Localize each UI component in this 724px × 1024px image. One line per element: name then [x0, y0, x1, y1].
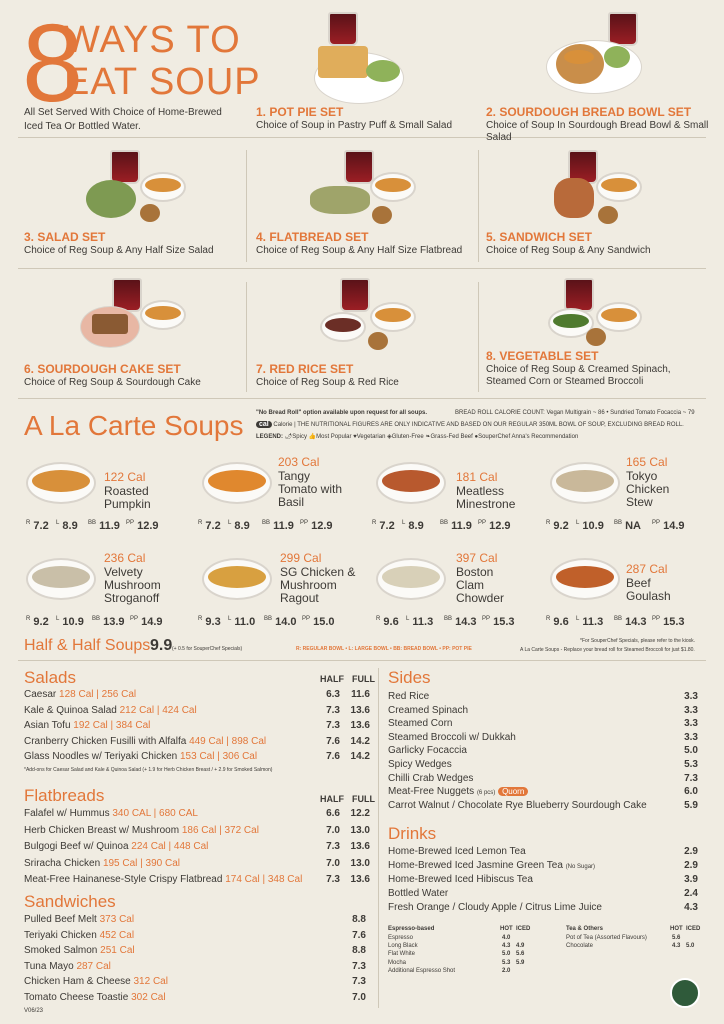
price: 8.8: [352, 914, 366, 925]
price-r: $^R$ 9.2: [26, 616, 49, 628]
item-name: Cranberry Chicken Fusilli with Alfalfa: [24, 735, 187, 747]
price: 7.6: [352, 929, 366, 941]
drinks-title: Drinks: [388, 824, 437, 843]
full-price: 13.0: [350, 857, 370, 869]
item-cal: 174 Cal | 348 Cal: [225, 874, 303, 885]
price-bb: $^{BB}$ 11.9: [440, 520, 472, 532]
price-pp: $^{PP}$ 12.9: [478, 520, 511, 532]
set-6-name: 6. SOURDOUGH CAKE SET: [24, 362, 181, 376]
half-price: 7.6: [326, 735, 340, 747]
set-3-desc: Choice of Reg Soup & Any Half Size Salad: [24, 245, 214, 256]
iced-price: 5.0: [686, 943, 695, 950]
price-pp: $^{PP}$ 12.9: [300, 520, 333, 532]
soup-cal: 203 Cal: [278, 455, 320, 469]
title-line1: WAYS TO: [64, 19, 241, 61]
set-7-desc: Choice of Reg Soup & Red Rice: [256, 377, 399, 388]
item-name: Garlicky Focaccia: [388, 745, 467, 757]
menu-item[interactable]: [388, 800, 647, 813]
hot-price: 4.0: [502, 935, 511, 941]
price-pp: $^{PP}$ 14.9: [130, 616, 163, 628]
menu-item[interactable]: [24, 841, 208, 854]
menu-item[interactable]: [24, 874, 302, 887]
item-name: Spicy Wedges: [388, 759, 452, 770]
price: 5.9: [684, 799, 698, 811]
price-r: $^R$ 7.2: [26, 520, 49, 532]
price: 3.9: [684, 874, 698, 885]
item-cal: 312 Cal: [133, 976, 168, 987]
set-2-name: 2. SOURDOUGH BREAD BOWL SET: [486, 105, 692, 119]
drink-item[interactable]: Additional Espresso Shot: [388, 967, 456, 974]
alacarte-title: A La Carte Soups: [24, 410, 244, 441]
version-label: V06/23: [24, 1008, 44, 1014]
half-price: 7.0: [326, 824, 340, 836]
price: 2.9: [684, 846, 698, 857]
soup-cal: 299 Cal: [280, 551, 322, 565]
item-name: Home-Brewed Iced Hibiscus Tea: [388, 874, 533, 885]
legend-grass-fed: ❧Grass-Fed Beef: [425, 434, 473, 440]
soup-name: Velvety Mushroom Stroganoff: [104, 565, 161, 605]
soup-cal: 181 Cal: [456, 470, 498, 484]
tea-iced-header: ICED: [686, 926, 701, 932]
half-price: 6.3: [326, 689, 340, 700]
item-name: Carrot Walnut / Chocolate Rye Blueberry Sourdough Cake: [388, 799, 647, 811]
item-cal: 287 Cal: [76, 960, 111, 972]
set-7-name: 7. RED RICE SET: [256, 362, 354, 376]
price-bb: $^{BB}$ 13.9: [92, 616, 125, 628]
item-cal: 186 Cal | 372 Cal: [181, 824, 259, 836]
legend-gluten-free: ◈Gluten-Free: [387, 434, 424, 440]
price: 4.3: [684, 902, 698, 913]
item-cal: 251 Cal: [100, 945, 135, 956]
iced-price: 5.9: [516, 959, 525, 966]
price-bb: $^{BB}$ 11.9: [88, 520, 120, 532]
price-bb: $^{BB}$ 14.0: [264, 616, 297, 628]
price: 6.0: [684, 786, 698, 798]
special-note: *For SouperChef Specials, please refer to the kiosk.: [580, 638, 696, 644]
item-cal: 340 CAL | 680 CAL: [112, 808, 198, 819]
soup-name: SG Chicken & Mushroom Ragout: [280, 565, 356, 605]
item-cal: 153 Cal | 306 Cal: [180, 751, 258, 762]
tea-hot-header: HOT: [670, 926, 683, 932]
drink-item[interactable]: Long Black: [388, 943, 418, 950]
price-l: $^L$ 11.0: [228, 616, 256, 628]
menu-item[interactable]: [24, 705, 197, 718]
menu-item[interactable]: [24, 961, 111, 974]
menu-item[interactable]: [24, 992, 166, 1005]
price-l: $^L$ 10.9: [576, 520, 604, 532]
item-cal: 373 Cal: [99, 914, 135, 925]
menu-item[interactable]: [24, 751, 257, 764]
soup-cal: 236 Cal: [104, 551, 146, 565]
menu-item[interactable]: [388, 732, 516, 745]
legend-recommendation: ●SouperChef Anna's Recommendation: [474, 434, 579, 440]
full-price: 14.2: [350, 751, 370, 762]
price: 8.8: [352, 945, 366, 956]
price-r: $^R$ 9.6: [376, 616, 399, 628]
set-5-desc: Choice of Reg Soup & Any Sandwich: [486, 245, 651, 256]
half-price: 7.6: [326, 751, 340, 762]
price: 7.3: [352, 960, 366, 972]
bread-roll-note: BREAD ROLL CALORIE COUNT: Vegan Multigrain ~ 86 • Sundried Tomato Focaccia ~ 79: [455, 410, 695, 416]
menu-item[interactable]: [24, 976, 168, 989]
full-header: FULL: [352, 794, 375, 804]
item-name: Meat-Free Nuggets: [388, 786, 475, 798]
price-l: $^L$ 10.9: [56, 616, 84, 628]
price-bb: $^{BB}$ 14.3: [614, 616, 647, 628]
price-bb: $^{BB}$ NA: [614, 520, 641, 532]
legend-popular: 👍Most Popular: [308, 434, 352, 440]
set-6-desc: Choice of Reg Soup & Sourdough Cake: [24, 377, 201, 388]
half-header: HALF: [320, 794, 344, 804]
hot-price: 5.6: [672, 935, 681, 941]
item-name: Herb Chicken Breast w/ Mushroom: [24, 824, 180, 836]
soup-cal: 287 Cal: [626, 562, 668, 576]
menu-item[interactable]: [388, 786, 528, 799]
price: 7.3: [684, 772, 698, 784]
price-r: $^R$ 9.6: [546, 616, 569, 628]
drink-item[interactable]: Pot of Tea (Assorted Flavours): [566, 935, 647, 941]
item-cal: 449 Cal | 898 Cal: [189, 735, 267, 747]
full-price: 13.6: [350, 720, 370, 731]
price-l: $^L$ 11.3: [406, 616, 434, 628]
drink-item[interactable]: Flat White: [388, 951, 416, 958]
price-l: $^L$ 8.9: [402, 520, 424, 532]
item-name: Chilli Crab Wedges: [388, 772, 474, 784]
menu-item[interactable]: [24, 808, 198, 821]
item-name: Fresh Orange / Cloudy Apple / Citrus Lime Juice: [388, 902, 602, 913]
legend: [256, 433, 578, 440]
hot-price: 5.0: [502, 951, 511, 958]
item-name: Teriyaki Chicken: [24, 929, 97, 941]
price: 3.3: [684, 691, 698, 702]
price: 7.0: [352, 991, 366, 1003]
item-cal: 195 Cal | 390 Cal: [102, 857, 181, 869]
iced-price: 5.6: [516, 951, 525, 958]
menu-item[interactable]: [24, 720, 150, 733]
price-pp: $^{PP}$ 15.3: [482, 616, 515, 628]
soup-name: Boston Clam Chowder: [456, 565, 505, 605]
item-cal: 452 Cal: [99, 929, 135, 941]
menu-item[interactable]: [388, 888, 448, 901]
full-price: 11.6: [351, 689, 370, 700]
set-4-name: 4. FLATBREAD SET: [256, 230, 369, 244]
item-cal: 224 Cal | 448 Cal: [131, 841, 209, 852]
item-name: Steamed Broccoli w/ Dukkah: [388, 731, 516, 743]
item-name: Pulled Beef Melt: [24, 914, 97, 925]
full-price: 13.6: [350, 841, 370, 852]
legend-label: LEGEND:: [256, 434, 283, 440]
flatbreads-title: Flatbreads: [24, 786, 105, 805]
soup-name: Tangy Tomato with Basil: [278, 469, 343, 509]
item-name: Falafel w/ Hummus: [24, 808, 110, 819]
salads-title: Salads: [24, 668, 76, 687]
menu-item[interactable]: [388, 691, 429, 704]
item-name: Meat-Free Hainanese-Style Crispy Flatbread: [24, 874, 223, 885]
soup-name: Roasted Pumpkin: [104, 484, 151, 511]
price-pp: $^{PP}$ 15.3: [652, 616, 685, 628]
size-key: R: REGULAR BOWL • L: LARGE BOWL • BB: BREAD BOWL • PP: POT PIE: [296, 646, 472, 652]
menu-item[interactable]: [388, 718, 452, 731]
soup-name: Tokyo Chicken Stew: [626, 469, 670, 509]
espresso-iced-header: ICED: [516, 926, 531, 932]
item-name: Red Rice: [388, 691, 430, 702]
menu-item[interactable]: [24, 825, 259, 838]
full-header: FULL: [352, 674, 375, 684]
menu-item[interactable]: [24, 945, 135, 958]
header-subtitle: All Set Served With Choice of Home-Brewed Iced Tea Or Bottled Water.: [24, 107, 222, 132]
item-cal: 192 Cal | 384 Cal: [73, 720, 151, 731]
item-cal: 212 Cal | 424 Cal: [119, 704, 197, 716]
sides-title: Sides: [388, 668, 431, 687]
title-line2: EAT SOUP: [64, 61, 261, 103]
set-1-name: 1. POT PIE SET: [256, 105, 344, 119]
price: 5.3: [684, 759, 698, 770]
item-name: Bulgogi Beef w/ Quinoa: [24, 841, 129, 852]
menu-item[interactable]: [388, 874, 533, 887]
menu-item[interactable]: [24, 914, 134, 927]
item-name: Tuna Mayo: [24, 960, 74, 972]
menu-item[interactable]: [388, 846, 526, 859]
drink-item[interactable]: Espresso: [388, 935, 414, 941]
set-8-name: 8. VEGETABLE SET: [486, 349, 599, 363]
menu-item[interactable]: [388, 705, 468, 718]
price-r: $^R$ 7.2: [372, 520, 395, 532]
price-r: $^R$ 7.2: [198, 520, 221, 532]
half-price: 7.3: [326, 841, 340, 852]
espresso-hot-header: HOT: [500, 926, 513, 932]
soup-name: Beef Goulash: [626, 576, 671, 603]
item-name: Glass Noodles w/ Teriyaki Chicken: [24, 751, 178, 762]
quorn-badge: Quorn: [498, 787, 528, 796]
full-price: 14.2: [350, 735, 370, 747]
item-name: Caesar: [24, 689, 57, 700]
iced-price: 4.9: [516, 943, 525, 950]
price: 7.3: [352, 976, 366, 987]
menu-item[interactable]: [24, 689, 136, 702]
soup-cal: 165 Cal: [626, 455, 668, 469]
big-eight: 8: [22, 2, 84, 125]
drink-item[interactable]: Mocha: [388, 959, 407, 966]
price-bb: $^{BB}$ 11.9: [262, 520, 294, 532]
price: 3.3: [684, 731, 698, 743]
price-pp: $^{PP}$ 14.9: [652, 520, 685, 532]
menu-item[interactable]: [388, 902, 602, 915]
set-3-name: 3. SALAD SET: [24, 230, 106, 244]
item-name: Bottled Water: [388, 888, 449, 899]
set-4-desc: Choice of Reg Soup & Any Half Size Flatbread: [256, 245, 463, 256]
half-header: HALF: [320, 674, 344, 684]
hot-price: 4.3: [502, 943, 511, 950]
price: 3.3: [684, 718, 698, 730]
price-l: $^L$ 8.9: [56, 520, 78, 532]
hot-price: 4.3: [672, 943, 681, 950]
set-2-desc: Choice of Soup In Sourdough Bread Bowl & Small Salad: [486, 120, 709, 143]
price-l: $^L$ 11.3: [576, 616, 604, 628]
item-name: Home-Brewed Iced Lemon Tea: [388, 846, 526, 857]
hot-price: 2.0: [502, 967, 511, 974]
menu-item[interactable]: [24, 858, 180, 871]
price: 5.0: [684, 745, 698, 757]
soup-name: Meatless Minestrone: [456, 484, 516, 511]
halal-logo-icon: [670, 978, 700, 1008]
calorie-note-text: Calorie | THE NUTRITIONAL FIGURES ARE ONLY INDICATIVE AND BASED ON OUR REGULAR 350ML BOWL OF SOUP, EXCLUDING BREAD ROLL.: [273, 422, 684, 428]
full-price: 13.6: [350, 874, 370, 885]
legend-spicy: 🌶Spicy: [284, 434, 307, 440]
soup-cal: 122 Cal: [104, 470, 146, 484]
item-cal: 128 Cal | 256 Cal: [59, 689, 137, 700]
half-price: 7.3: [326, 704, 340, 716]
item-name: Smoked Salmon: [24, 945, 98, 956]
item-name: Home-Brewed Iced Jasmine Green Tea: [388, 860, 563, 871]
espresso-title: Espresso-based: [388, 926, 435, 932]
price-bb: $^{BB}$ 14.3: [444, 616, 477, 628]
full-price: 13.6: [350, 704, 370, 716]
set-5-name: 5. SANDWICH SET: [486, 230, 593, 244]
menu-item[interactable]: [388, 773, 473, 786]
item-name: Asian Tofu: [24, 720, 71, 731]
item-name: Steamed Corn: [388, 718, 453, 730]
menu-item[interactable]: [24, 736, 266, 749]
half-half-title: Half & Half Soups: [24, 637, 151, 654]
pcs-note: (6 pcs): [476, 790, 496, 797]
item-name: Kale & Quinoa Salad: [24, 704, 117, 716]
salad-addon-note: *Add-ons for Caesar Salad and Kale & Quinoa Salad (+ 1.9 for Herb Chicken Breast / + 2.9 for Smoked Salmon): [24, 767, 273, 773]
set-8-desc: Choice of Reg Soup & Creamed Spinach, Steamed Corn or Steamed Broccoli: [486, 364, 671, 387]
set-1-desc: Choice of Soup in Pastry Puff & Small Salad: [256, 120, 453, 131]
half-price: 6.6: [326, 808, 340, 819]
price-pp: $^{PP}$ 15.0: [302, 616, 335, 628]
price-r: $^R$ 9.3: [198, 616, 221, 628]
price: 3.3: [684, 704, 698, 716]
legend-vegetarian: ♥Vegetarian: [353, 434, 386, 440]
half-half-note: (+ 0.5 for SouperChef Specials): [172, 646, 243, 652]
half-price: 7.3: [326, 874, 340, 885]
item-name: Tomato Cheese Toastie: [24, 991, 129, 1003]
menu-item[interactable]: [388, 759, 452, 772]
half-price: 7.0: [326, 857, 340, 869]
hot-price: 5.3: [502, 959, 511, 966]
price: 2.9: [684, 860, 698, 871]
half-half-price: 9.9: [150, 637, 173, 654]
half-price: 7.3: [326, 720, 340, 731]
price-pp: $^{PP}$ 12.9: [126, 520, 159, 532]
cal-badge-icon: cal: [256, 421, 272, 428]
full-price: 12.2: [350, 808, 370, 819]
tea-title: Tea & Others: [566, 926, 603, 932]
menu-item[interactable]: [388, 860, 595, 873]
drink-item[interactable]: Chocolate: [566, 943, 594, 950]
item-note: (No Sugar): [565, 864, 596, 870]
item-name: Chicken Ham & Cheese: [24, 976, 131, 987]
price: 2.4: [684, 888, 698, 899]
price-l: $^L$ 8.9: [228, 520, 250, 532]
soup-cal: 397 Cal: [456, 551, 498, 565]
full-price: 13.0: [350, 824, 370, 836]
calorie-note: [256, 421, 684, 428]
no-bread-note: "No Bread Roll" option available upon request for all soups.: [256, 410, 428, 416]
price-r: $^R$ 9.2: [546, 520, 569, 532]
item-name: Sriracha Chicken: [24, 857, 101, 869]
broccoli-note: A La Carte Soups - Replace your bread roll for Steamed Broccoli for just $1.80.: [520, 647, 695, 653]
sandwiches-title: Sandwiches: [24, 892, 116, 911]
menu-item[interactable]: [388, 745, 467, 758]
item-name: Creamed Spinach: [388, 704, 469, 716]
menu-item[interactable]: [24, 930, 134, 943]
item-cal: 302 Cal: [131, 991, 166, 1003]
